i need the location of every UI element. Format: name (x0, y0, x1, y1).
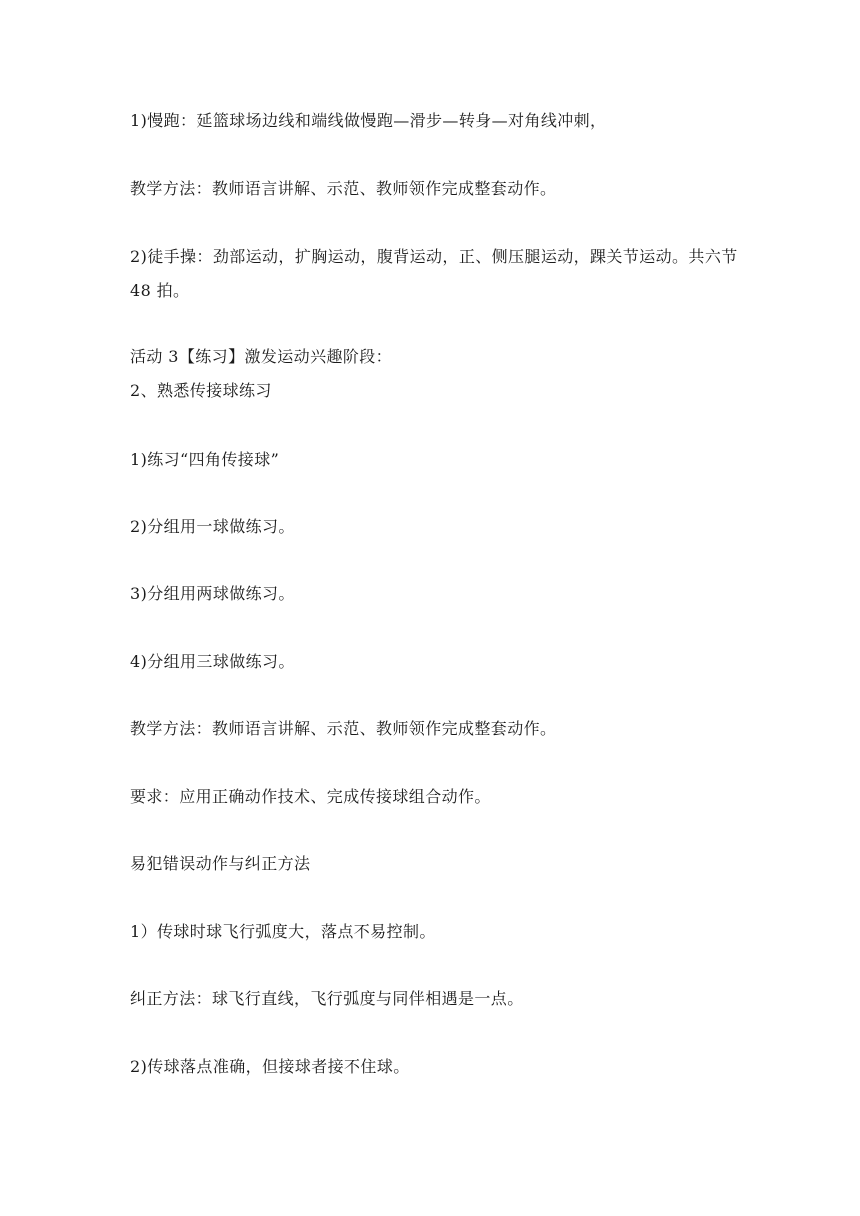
paragraph-one-ball-groups: 2)分组用一球做练习。 (130, 517, 295, 536)
paragraph-three-ball-groups: 4)分组用三球做练习。 (130, 652, 295, 671)
paragraph-four-corner-passing: 1)练习“四角传接球” (130, 450, 280, 469)
paragraph-jogging: 1)慢跑：延篮球场边线和端线做慢跑—滑步—转身—对角线冲刺， (130, 111, 607, 130)
paragraph-teaching-method-2: 教学方法：教师语言讲解、示范、教师领作完成整套动作。 (130, 719, 557, 738)
paragraph-freehand-exercise: 2)徒手操：劲部运动，扩胸运动，腹背运动，正、侧压腿运动，踝关节运动。共六节 48 拍。 (130, 247, 738, 300)
paragraph-error-2: 2)传球落点准确，但接球者接不住球。 (130, 1057, 410, 1076)
paragraph-common-errors-heading: 易犯错误动作与纠正方法 (130, 854, 311, 873)
paragraph-requirements: 要求：应用正确动作技术、完成传接球组合动作。 (130, 787, 491, 806)
paragraph-two-ball-groups: 3)分组用两球做练习。 (130, 584, 295, 603)
paragraph-correction-1: 纠正方法：球飞行直线，飞行弧度与同伴相遇是一点。 (130, 989, 524, 1008)
paragraph-error-1: 1）传球时球飞行弧度大，落点不易控制。 (130, 922, 436, 941)
paragraph-passing-practice-heading: 2、熟悉传接球练习 (130, 381, 272, 400)
paragraph-teaching-method-1: 教学方法：教师语言讲解、示范、教师领作完成整套动作。 (130, 179, 557, 198)
paragraph-activity-3-heading: 活动 3【练习】激发运动兴趣阶段： (130, 347, 393, 366)
